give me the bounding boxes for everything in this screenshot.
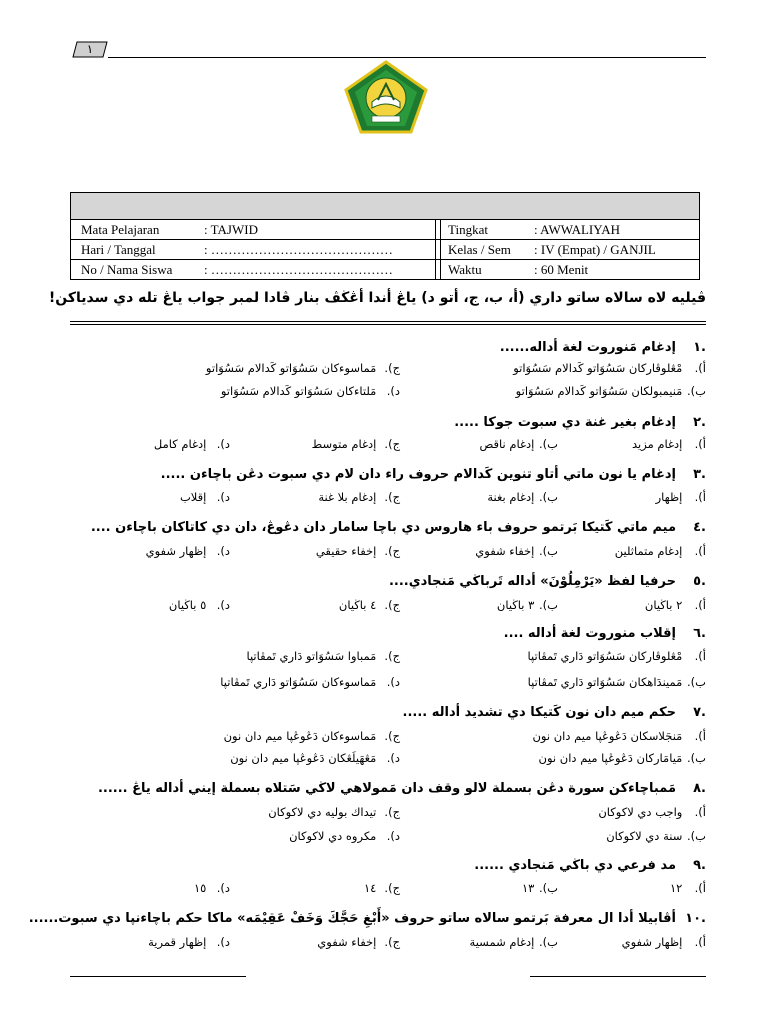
option-text: ٢ باڬيان: [644, 598, 683, 612]
option-letter: أ).: [694, 361, 706, 375]
separator-top-2: [70, 324, 706, 325]
question-text: إدغام بغير غنة دي سبوت جوكا .....: [454, 415, 676, 430]
option-letter: ب).: [539, 490, 558, 504]
level-value: : AWWALIYAH: [534, 222, 620, 237]
option-b: [479, 436, 558, 452]
option-letter: ب).: [539, 544, 558, 558]
option-text: إقلاب: [179, 490, 207, 504]
option-text: مَماسوءكان دَڠوڠڽا ميم دان نون: [223, 729, 377, 743]
option-text: إظهار شفوي: [621, 935, 683, 949]
option-letter: أ).: [694, 649, 706, 663]
option-a: [598, 804, 706, 820]
option-a: [622, 934, 706, 950]
option-letter: ج).: [384, 935, 400, 949]
option-letter: د).: [386, 675, 400, 689]
option-d: [148, 934, 230, 950]
question-number: .٧: [693, 705, 706, 720]
header-rule: [108, 57, 706, 58]
time-label: Waktu: [448, 262, 482, 277]
option-d: [146, 543, 230, 559]
option-text: إدغام مزيد: [631, 437, 683, 451]
question-number: .٩: [693, 858, 706, 873]
option-text: ١٣: [521, 881, 535, 895]
option-c: [339, 597, 400, 613]
question-number: .٢: [693, 415, 706, 430]
question-number: .١: [693, 340, 706, 355]
option-text: إدغام متوسط: [311, 437, 377, 451]
footer-rule-left: [70, 976, 246, 977]
option-text: إدغام متماثلين: [614, 544, 683, 558]
question-1: [70, 339, 706, 357]
option-text: مْڠلوڤاركان سَسُوَاتو دَاري تَمڤاتڽا: [527, 649, 683, 663]
option-b: [539, 750, 706, 766]
date-label: Hari / Tanggal: [81, 242, 156, 257]
option-letter: ب).: [687, 384, 706, 398]
student-info-table: [70, 192, 700, 280]
option-text: إدغام كامل: [153, 437, 207, 451]
option-text: إظهار شفوي: [145, 544, 207, 558]
option-c: [316, 543, 400, 559]
class-label: Kelas / Sem: [448, 242, 511, 257]
option-text: ١٢: [669, 881, 683, 895]
option-c: [224, 728, 400, 744]
option-letter: د).: [216, 935, 230, 949]
option-d: [220, 674, 400, 690]
option-letter: ج).: [384, 490, 400, 504]
option-letter: ج).: [384, 729, 400, 743]
question-6: [70, 625, 706, 643]
option-text: إدغام بغنة: [487, 490, 535, 504]
option-text: مَلتاءكان سَسُوَاتو كَدالام سَسُوَاتو: [220, 384, 377, 398]
level-label: Tingkat: [448, 222, 488, 237]
option-text: مَنيمبولكان سَسُوَاتو كَدالام سَسُوَاتو: [515, 384, 683, 398]
option-b: [606, 828, 706, 844]
option-d: [289, 828, 400, 844]
option-a: [656, 489, 706, 505]
question-number: .٨: [693, 781, 706, 796]
table-title-band: [71, 193, 699, 220]
info-row-name: [71, 259, 699, 279]
option-letter: ب).: [539, 881, 558, 895]
option-d: [180, 489, 230, 505]
question-4: [70, 519, 706, 537]
option-letter: ج).: [384, 361, 400, 375]
question-text: إدغام يا نون ماتي أتاو تنوين كَدالام حروف راء دان لام دي سبوت دڠن باچاءن .....: [160, 467, 676, 482]
page-number: ١: [86, 42, 94, 56]
time-value: : 60 Menit: [534, 262, 589, 277]
question-2: [70, 414, 706, 432]
question-number: .١٠: [685, 911, 706, 926]
option-a: [532, 728, 706, 744]
option-letter: أ).: [694, 805, 706, 819]
option-a: [670, 880, 706, 896]
option-text: ٤ باڬيان: [338, 598, 377, 612]
ministry-emblem-logo: [344, 60, 428, 134]
option-letter: ج).: [384, 544, 400, 558]
instructions: ڤيليه لاه سالاه ساتو داري (أ، ب، ج، أتو د) ياڠ أندا أڠڬڤ بنار ڤادا لمبر جواب ياڠ تله دي سدياكن!: [48, 290, 706, 306]
option-letter: ج).: [384, 598, 400, 612]
question-text: حرفيا لفظ «يَرْمِلُوْنَ» أداله تَرباڬي مَنجادي....: [388, 574, 676, 589]
option-letter: د).: [216, 598, 230, 612]
question-text: مد فرعي دي باڬي مَنجادي ......: [474, 858, 676, 873]
option-d: [169, 597, 230, 613]
option-letter: ج).: [384, 805, 400, 819]
option-text: ٣ باڬيان: [496, 598, 535, 612]
option-b: [516, 383, 706, 399]
page-number-tab: [72, 41, 108, 58]
question-text: إدغام مَنوروت لغة أداله......: [499, 340, 676, 355]
option-b: [522, 880, 558, 896]
option-letter: أ).: [694, 729, 706, 743]
option-text: مَنجَلاسكان دَڠوڠڽا ميم دان نون: [532, 729, 683, 743]
option-text: إدغام شمسية: [469, 935, 535, 949]
option-c: [317, 934, 400, 950]
option-b: [497, 597, 558, 613]
question-text: أڤابيلا أدا ال معرفة بَرتمو سالاه ساتو حروف «أَبْغِ حَجَّكَ وَخَفْ عَقِيْمَه» ماكا حكم باچاءنڽا دي سبوت......: [28, 911, 676, 926]
question-number: .٣: [693, 467, 706, 482]
option-text: مَيامَاركان دَڠوڠڽا ميم دان نون: [538, 751, 683, 765]
option-text: إخفاء شفوي: [317, 935, 377, 949]
option-letter: ب).: [687, 751, 706, 765]
question-7: [70, 704, 706, 722]
subject-label: Mata Pelajaran: [81, 222, 160, 237]
option-text: مْڠلوڤاركان سَسُوَاتو كَدالام سَسُوَاتو: [513, 361, 683, 375]
option-text: مَمباوا سَسُوَاتو دَاري تَمڤاتڽا: [246, 649, 377, 663]
option-letter: د).: [386, 384, 400, 398]
question-number: .٥: [693, 574, 706, 589]
option-text: تيداك بوليه دي لاكوكان: [268, 805, 377, 819]
option-text: إظهار قمرية: [148, 935, 207, 949]
option-letter: ج).: [384, 881, 400, 895]
option-text: إظهار: [655, 490, 683, 504]
option-letter: أ).: [694, 437, 706, 451]
option-text: إدغام ناقص: [479, 437, 535, 451]
option-letter: د).: [216, 490, 230, 504]
option-b: [470, 934, 558, 950]
option-text: مَڠهَيلَڠكان دَڠوڠڽا ميم دان نون: [230, 751, 377, 765]
option-text: مكروه دي لاكوكان: [289, 829, 377, 843]
option-letter: د).: [386, 751, 400, 765]
subject-value: : TAJWID: [204, 222, 258, 237]
option-letter: أ).: [694, 490, 706, 504]
option-text: إخفاء حقيقي: [315, 544, 377, 558]
question-8: [70, 780, 706, 798]
footer-rule-right: [530, 976, 706, 977]
option-text: مَماسوءكان سَسُوَاتو دَاري تَمڤاتڽا: [220, 675, 377, 689]
question-text: حكم ميم دان نون كَتيكا دي تشديد أداله .....: [402, 705, 676, 720]
option-letter: د).: [216, 544, 230, 558]
option-c: [268, 804, 400, 820]
option-text: سنة دي لاكوكان: [606, 829, 683, 843]
option-d: [221, 383, 400, 399]
option-a: [632, 436, 706, 452]
option-letter: أ).: [694, 881, 706, 895]
question-number: .٤: [693, 520, 706, 535]
option-c: [246, 648, 400, 664]
option-c: [312, 436, 400, 452]
class-value: : IV (Empat) / GANJIL: [534, 242, 656, 257]
question-text: إقلاب منوروت لغة أداله ....: [503, 626, 676, 641]
info-row-subject: [71, 219, 699, 239]
option-text: إدغام بلا غنة: [318, 490, 377, 504]
option-text: ١٥: [193, 881, 207, 895]
option-a: [615, 543, 706, 559]
option-c: [318, 489, 400, 505]
option-b: [475, 543, 558, 559]
question-10: [28, 910, 706, 928]
option-letter: ب).: [687, 675, 706, 689]
option-letter: ب).: [539, 437, 558, 451]
option-letter: أ).: [694, 598, 706, 612]
option-text: ٥ باڬيان: [168, 598, 207, 612]
option-letter: ج).: [384, 437, 400, 451]
option-text: مَماسوءكان سَسُوَاتو كَدالام سَسُوَاتو: [205, 361, 377, 375]
question-text: مَمباچاءكن سورة دڠن بسملة لالو وقف دان مَمولاهي لاڬي سَتلاه بسملة إيني أداله ياڠ ......: [97, 781, 676, 796]
option-c: [206, 360, 400, 376]
option-d: [194, 880, 230, 896]
option-letter: أ).: [694, 935, 706, 949]
option-a: [513, 360, 706, 376]
option-d: [230, 750, 400, 766]
option-text: إخفاء شفوي: [475, 544, 535, 558]
option-text: واجب دي لاكوكان: [598, 805, 683, 819]
question-3: [70, 466, 706, 484]
option-text: ١٤: [363, 881, 377, 895]
option-b: [487, 489, 558, 505]
option-letter: د).: [216, 437, 230, 451]
option-a: [528, 648, 706, 664]
question-number: .٦: [693, 626, 706, 641]
question-9: [70, 857, 706, 875]
question-5: [70, 573, 706, 591]
question-text: ميم ماتي كَتيكا بَرتمو حروف باء هاروس دي باچا سامار دان دڠوڠ، دان دي كاتاكان باچاءن ....: [90, 520, 676, 535]
option-a: [645, 597, 706, 613]
student-name-label: No / Nama Siswa: [81, 262, 173, 277]
option-text: مَميندَاهكان سَسُوَاتو دَاري تَمڤاتڽا: [527, 675, 683, 689]
option-letter: ب).: [539, 598, 558, 612]
student-name-value: : ……………………………………: [204, 262, 393, 277]
option-letter: ب).: [687, 829, 706, 843]
option-c: [364, 880, 400, 896]
option-letter: ب).: [539, 935, 558, 949]
option-d: [154, 436, 230, 452]
option-letter: ج).: [384, 649, 400, 663]
info-row-date: [71, 239, 699, 259]
option-letter: أ).: [694, 544, 706, 558]
option-letter: د).: [216, 881, 230, 895]
date-value: : ……………………………………: [204, 242, 393, 257]
option-b: [528, 674, 706, 690]
separator-top-1: [70, 321, 706, 322]
option-letter: د).: [386, 829, 400, 843]
